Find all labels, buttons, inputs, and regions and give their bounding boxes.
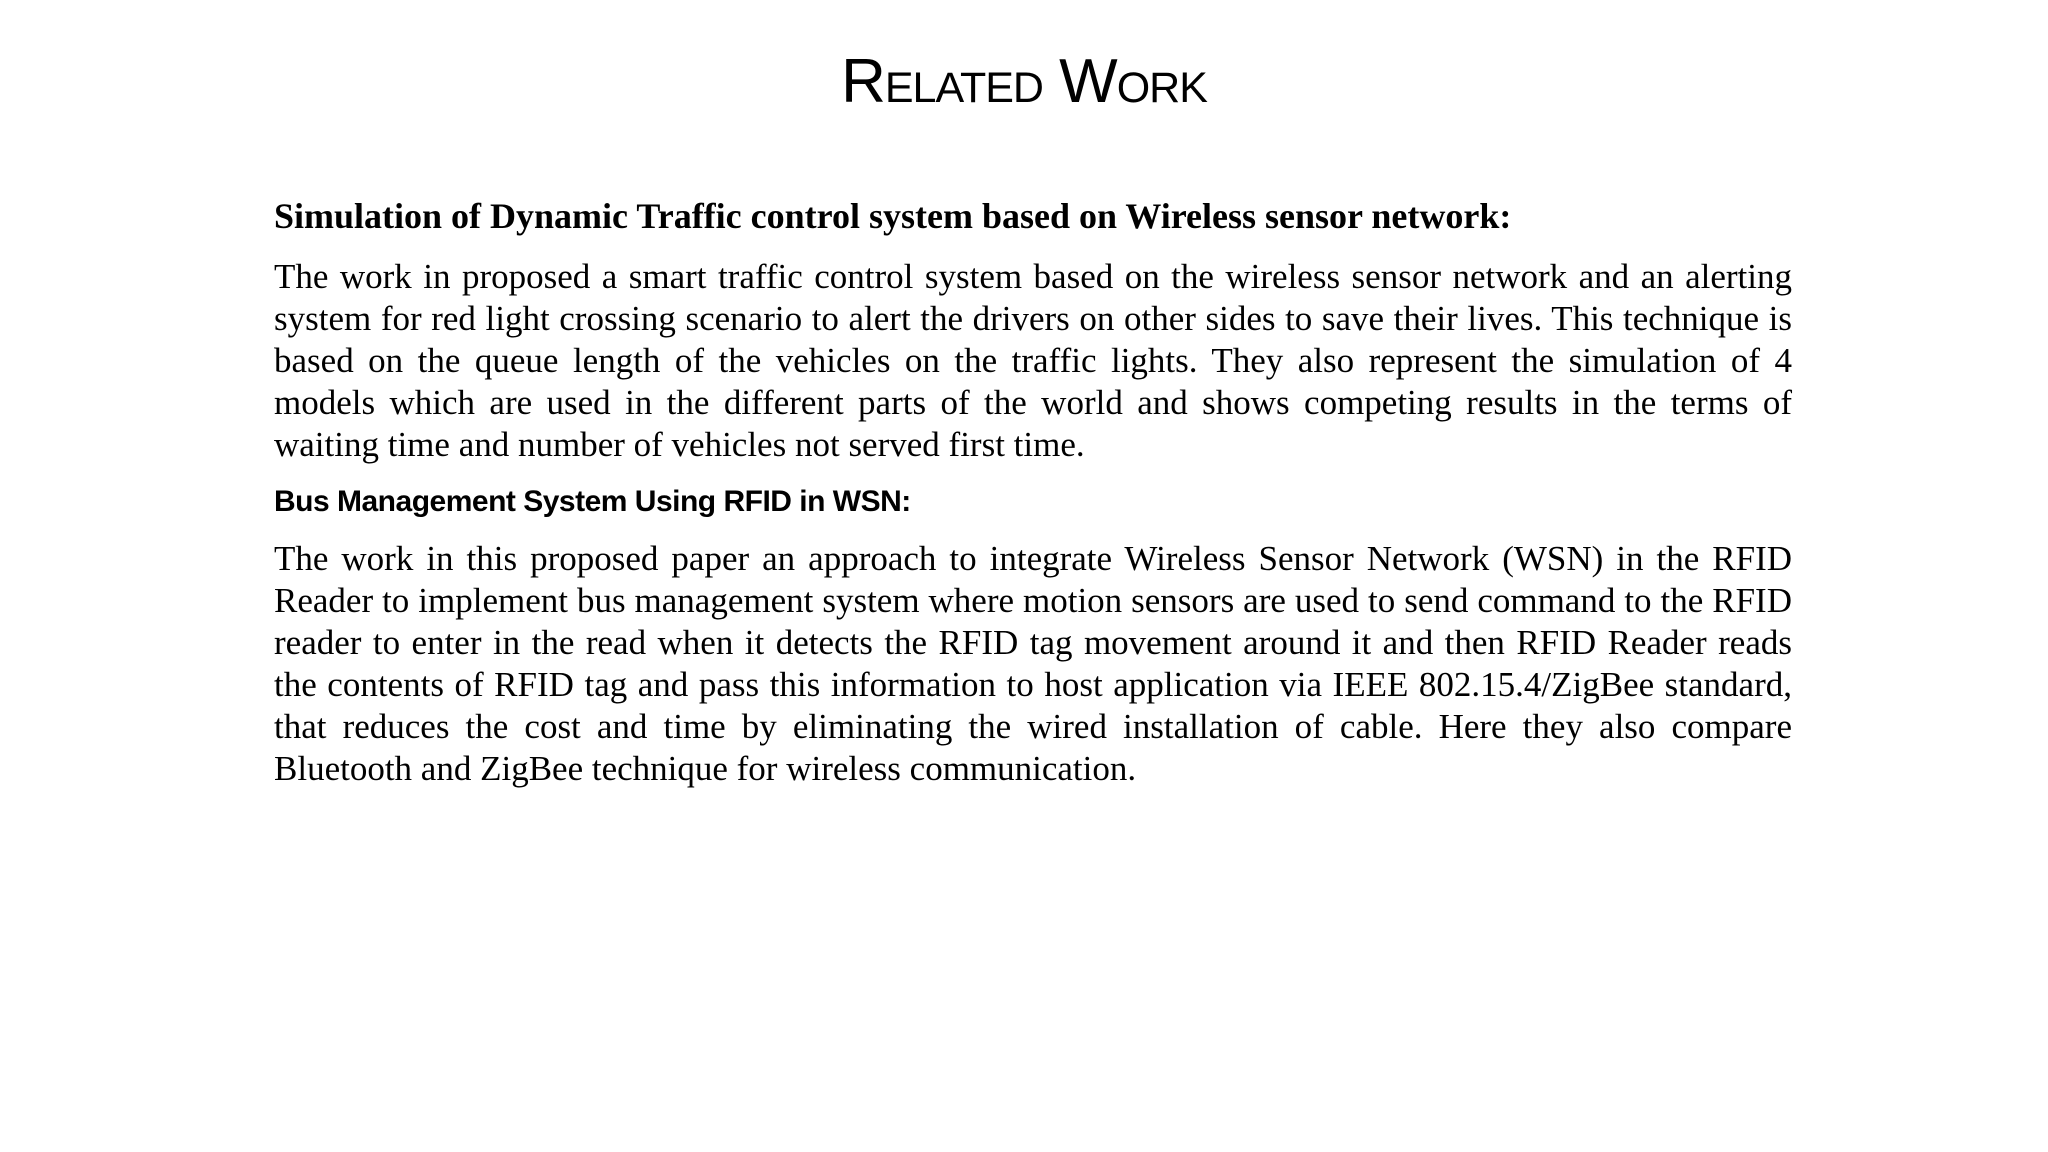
section-heading: Simulation of Dynamic Traffic control system based on Wireless sensor network: <box>274 196 1512 236</box>
section-traffic-control <box>274 190 1792 466</box>
section-heading: Bus Management System Using RFID in WSN: <box>274 485 911 518</box>
section-paragraph: The work in proposed a smart traffic control system based on the wireless sensor network and an alerting system for red light crossing scenario to alert the drivers on other sides to save their lives. This technique is based on the queue length of the vehicles on the traffic lights. They also represent the simulation of 4 models which are used in the different parts of the world and shows competing results in the terms of waiting time and number of vehicles not served first time. <box>274 257 1792 464</box>
slide-title: Related Work <box>841 47 1207 116</box>
slide-content <box>274 190 1792 802</box>
section-paragraph: The work in this proposed paper an approach to integrate Wireless Sensor Network (WSN) in the RFID Reader to implement bus management system where motion sensors are used to send command to the RFID reader to enter in the read when it detects the RFID tag movement around it and then RFID Reader reads the contents of RFID tag and pass this information to host application via IEEE 802.15.4/ZigBee standard, that reduces the cost and time by eliminating the wired installation of cable. Here they also compare Bluetooth and ZigBee technique for wireless communication. <box>274 539 1792 788</box>
section-bus-management <box>274 478 1792 790</box>
